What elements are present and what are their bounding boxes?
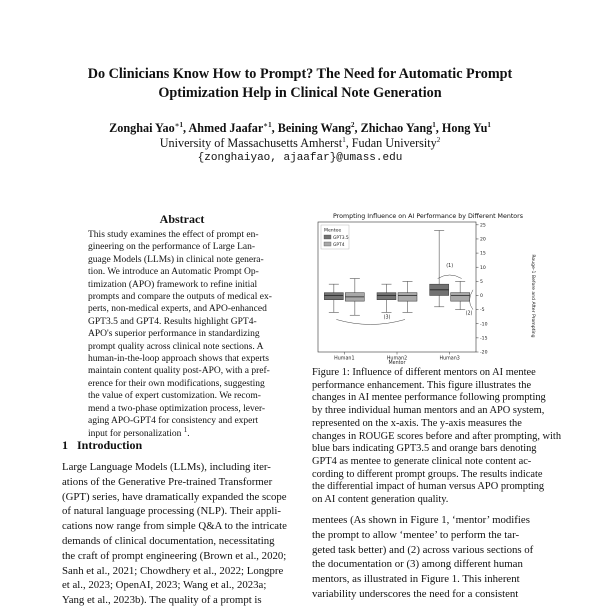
chart-title: Prompting Influence on AI Performance by Different Mentors (332, 213, 524, 220)
abstract-line: tion. We introduce an Automatic Prompt Op- (88, 267, 259, 278)
intro-line: (GPT) series, have dramatically expanded the scope (62, 490, 287, 503)
y-tick-label: -20 (480, 350, 488, 356)
annotation-label: (2) (465, 311, 473, 317)
author-3-mark: 2 (351, 120, 355, 129)
caption-line: the differential impact of human versus APO prompting (312, 481, 545, 493)
author-2: Ahmed Jaafar (188, 121, 264, 135)
abstract-line: This study examines the effect of prompt en- (88, 230, 259, 240)
author-5-mark: 1 (487, 120, 491, 129)
author-1-mark: ∗1 (174, 120, 184, 129)
caption-line: performance enhancement. This figure illustrates the (312, 379, 532, 391)
caption-line: represented on the x-axis. The y-axis measures the (312, 417, 522, 429)
author-emails: {zonghaiyao, ajaafar}@umass.edu (197, 152, 403, 164)
abstract-heading: Abstract (159, 212, 205, 226)
abstract-line: human-in-the-loop approach shows that experts (88, 354, 269, 365)
abstract-line-last-text: input for personalization (88, 428, 182, 439)
intro-line: Yang et al., 2023b). The quality of a prompt is (62, 594, 262, 607)
annotation-label: (1) (446, 264, 454, 270)
caption-line: changes in AI mentee performance following prompting (312, 392, 546, 404)
legend-swatch (324, 242, 331, 246)
y-tick-label: 0 (480, 294, 483, 300)
caption-line: by three individual human mentors and an APO system, (312, 405, 545, 417)
legend-label: GPT4 (333, 242, 345, 248)
y-tick-label: 25 (480, 223, 486, 229)
y-tick-label: 10 (480, 265, 486, 271)
intro-line: et al., 2023; OpenAI, 2023; Wang et al., 2023a; (62, 579, 267, 592)
annotation-brace (438, 275, 462, 279)
x-tick-label: Human1 (334, 356, 355, 362)
body-line: the documentation or (3) among different human (312, 558, 523, 571)
figure-1-chart (312, 208, 544, 366)
footnote-mark: 1 (183, 425, 188, 434)
intro-line: cations now range from simple Q&A to the intricate (62, 520, 287, 533)
abstract-line: APO's superior performance in standardizing (88, 329, 260, 340)
paper-title (40, 65, 560, 103)
y-tick-label: 15 (480, 251, 486, 257)
x-tick-label: Human2 (386, 356, 408, 362)
title-line-2: Optimization Help in Clinical Note Generation (158, 85, 442, 101)
y-tick-label: -10 (480, 322, 488, 328)
caption-line: Figure 1: Influence of different mentors on AI mentee (312, 367, 536, 378)
y-tick-label: -5 (480, 308, 485, 314)
abstract-line: prompts and compare the outputs of medical ex- (88, 292, 272, 303)
affiliation-2-mark: 2 (436, 135, 441, 144)
affiliation-2: Fudan University (351, 136, 437, 150)
body-line: variability underscores the need for a consistent (312, 587, 519, 600)
abstract-line-last: input for personalization $^1$. (88, 425, 190, 439)
author-3: Beining Wang (277, 121, 351, 135)
y-tick-label: -15 (480, 336, 488, 342)
annotation-brace (470, 290, 474, 310)
author-2-mark: ∗1 (263, 120, 272, 129)
author-names: Zonghai Yao$^{∗1}$, Ahmed Jaafar$^{∗1}$, Beining Wang$^2$, Zhichao Yang$^1$, Hong Yu$^1$ (109, 120, 491, 135)
intro-line: the craft of prompt engineering (Brown et al., 2020; (62, 549, 287, 562)
author-5: Hong Yu (441, 121, 488, 135)
intro-line: Sanh et al., 2021; Chowdhery et al., 2022; Longpre (62, 564, 284, 577)
x-tick-label: Human3 (439, 356, 460, 362)
right-column-body (312, 513, 540, 602)
annotation-brace (336, 320, 405, 325)
caption-line: on AI content generation quality. (312, 494, 449, 506)
section-heading-introduction: 1 Introduction (62, 438, 143, 452)
intro-line: of natural language processing (NLP). Their appli- (62, 505, 281, 518)
caption-line: cording to different prompt groups. The results indicate (312, 468, 543, 480)
author-4-mark: 1 (432, 120, 436, 129)
legend-label: GPT3.5 (333, 235, 349, 241)
legend-swatch (324, 235, 331, 239)
affiliations: University of Massachusetts Amherst$^1$, Fudan University$^2$ (159, 135, 441, 150)
abstract-line: gineering on the performance of Large Lan- (88, 242, 256, 253)
box-gpt35 (324, 293, 343, 300)
abstract-line: maintain content quality post-APO, with a pref- (88, 366, 270, 377)
figure-1-caption (312, 367, 562, 507)
abstract-line: the value of expert customization. We recom- (88, 391, 261, 402)
affiliation-1-mark: 1 (342, 135, 346, 144)
intro-line: Large Language Models (LLMs), including iter- (62, 461, 271, 473)
caption-line: changes in ROUGE scores before and after prompting, with (312, 430, 562, 442)
intro-line: demands of clinical documentation, necessitating (62, 534, 275, 547)
abstract-line: GPT3.5 and GPT4. Results highlight GPT4- (88, 316, 257, 327)
author-1: Zonghai Yao (109, 121, 175, 135)
author-block (40, 121, 560, 166)
introduction-body (62, 460, 302, 608)
abstract-line: timization (APO) framework to refine initial (88, 279, 258, 290)
box-gpt35 (377, 293, 396, 300)
title-line-1: Do Clinicians Know How to Prompt? The Need for Automatic Prompt (87, 66, 513, 82)
abstract-body (88, 229, 286, 440)
caption-line: GPT4 as mentee to generate clinical note content ac- (312, 455, 532, 467)
chart-xlabel: Mentor (388, 361, 406, 366)
author-4: Zhichao Yang (360, 121, 433, 135)
abstract-line: prompt quality across clinical note sections. A (88, 341, 264, 352)
affiliation-1: University of Massachusetts Amherst (159, 136, 343, 150)
chart-ylabel: Rouge-1 Before and After Prompting (530, 254, 535, 338)
abstract-line: mend a two-phase optimization process, lever- (88, 403, 266, 414)
intro-line: ations of the Generative Pre-trained Transformer (62, 475, 273, 488)
annotation-label: (3) (383, 315, 391, 321)
caption-line: blue bars indicating GPT3.5 and orange bars denoting (312, 443, 537, 455)
legend-title: Mentee (324, 228, 342, 234)
body-line: geted task better) and (2) across various sections of (312, 543, 534, 556)
body-line: the prompt to allow ‘mentee’ to perform the tar- (312, 528, 520, 541)
abstract-line: guage Models (LLMs) in clinical note genera- (88, 254, 264, 265)
body-line: mentees (As shown in Figure 1, ‘mentor’ modifies (312, 514, 530, 526)
y-tick-label: 20 (480, 237, 486, 243)
y-tick-label: 5 (480, 279, 483, 285)
abstract-line: perts, non-medical experts, and APO-enhanced (88, 304, 267, 315)
abstract-line: aging APO-GPT4 for consistency and expert (88, 416, 259, 427)
box-gpt4 (398, 293, 417, 301)
body-line: mentors, as illustrated in Figure 1. This inherent (312, 573, 520, 586)
box-gpt4 (451, 293, 470, 301)
abstract-line: erence for their own modifications, suggesting (88, 378, 265, 389)
